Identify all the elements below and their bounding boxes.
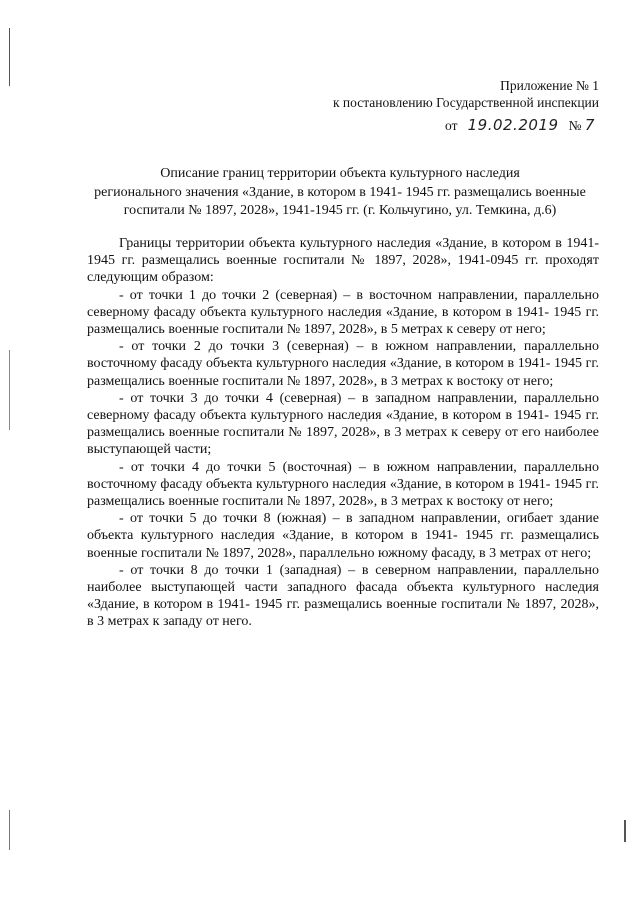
body-paragraph: - от точки 8 до точки 1 (западная) – в северном направлении, параллельно наиболее выступающей части западного фасада объекта культурного наследия «Здание, в котором в 1941- 1945 гг. размещались военные госпитали № 1897, 2028», в 3 метрах к западу от него. — [87, 562, 599, 630]
scan-edge-mark — [9, 810, 10, 850]
body-paragraph: Границы территории объекта культурного наследия «Здание, в котором в 1941- 1945 гг. размещались военные госпитали № 1897, 2028», 1941-0945 гг. проходят следующим образом: — [87, 236, 599, 286]
appendix-number: Приложение № 1 — [500, 78, 599, 93]
body-paragraph: - от точки 1 до точки 2 (северная) – в восточном направлении, параллельно северному фасаду объекта культурного наследия «Здание, в котором в 1941- 1945 гг. размещались военные госпитали № 1897, 2028», в 5 метрах к северу от него; — [87, 287, 599, 338]
body-paragraph: - от точки 3 до точки 4 (северная) – в западном направлении, параллельно северному фасаду объекта культурного наследия «Здание, в котором в 1941- 1945 гг. размещались военные госпитали № 1897, 2028», в 3 метрах к северу от его наиболее выступающей части; — [87, 390, 599, 458]
title-line: Описание границ территории объекта культурного наследия — [160, 166, 520, 181]
scan-edge-mark — [624, 820, 626, 842]
number-label: № — [568, 118, 582, 133]
body-paragraph: - от точки 5 до точки 8 (южная) – в западном направлении, огибает здание объекта культурного наследия «Здание, в котором в 1941- 1945 гг. размещались военные госпитали № 1897, 2028», параллельно южному фасаду, в 3 метрах от него; — [87, 511, 599, 561]
appendix-header — [333, 77, 599, 111]
document-body — [87, 235, 599, 631]
date-prefix: от — [445, 118, 458, 133]
title-line: регионального значения «Здание, в котором в 1941- 1945 гг. размещались военные — [94, 184, 586, 200]
appendix-reference: к постановлению Государственной инспекции — [333, 95, 599, 110]
body-paragraph: - от точки 4 до точки 5 (восточная) – в южном направлении, параллельно восточному фасаду объекта культурного наследия «Здание, в котором в 1941- 1945 гг. размещались военные госпитали № 1897, 2028», в 3 метрах к востоку от него; — [87, 459, 599, 510]
document-title — [60, 165, 620, 221]
scan-edge-mark — [9, 350, 10, 430]
handwritten-date: 19.02.2019 — [467, 116, 559, 134]
scan-edge-mark — [9, 28, 10, 86]
handwritten-number: 7 — [584, 116, 595, 134]
document-date-number — [445, 116, 595, 134]
title-line: госпитали № 1897, 2028», 1941-1945 гг. (г. Кольчугино, ул. Темкина, д.6) — [123, 203, 557, 218]
body-paragraph: - от точки 2 до точки 3 (северная) – в южном направлении, параллельно восточному фасаду объекта культурного наследия «Здание, в котором в 1941- 1945 гг. размещались военные госпитали № 1897, 2028», в 3 метрах к востоку от него; — [87, 339, 599, 389]
